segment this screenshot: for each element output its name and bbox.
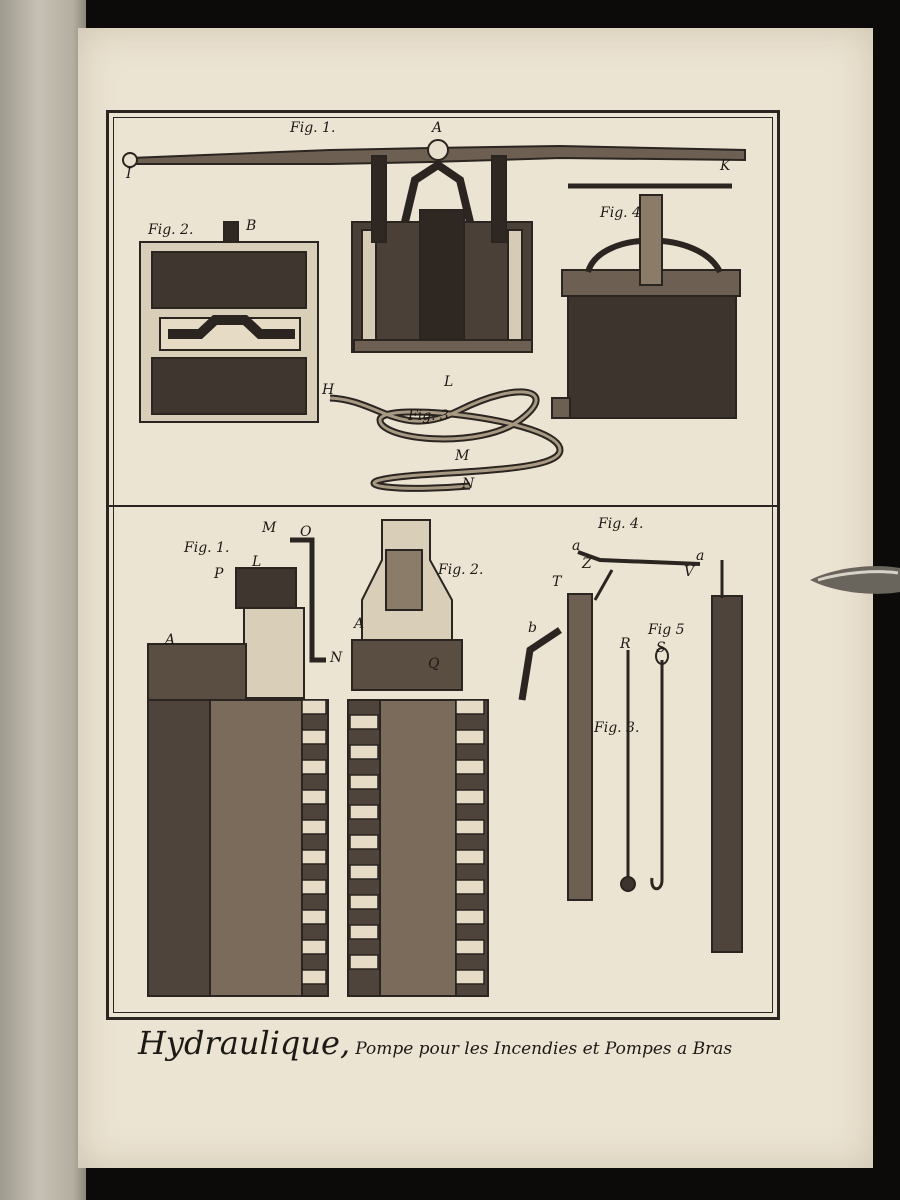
top-letter-h: H bbox=[322, 382, 335, 398]
top-letter-i: I bbox=[126, 166, 132, 182]
bottom-letter-m: M bbox=[262, 520, 277, 536]
bottom-letter-n: N bbox=[330, 650, 343, 666]
bottom-letter-r: R bbox=[620, 636, 631, 652]
bottom-fig1-label: Fig. 1. bbox=[184, 540, 230, 556]
bottom-letter-t: T bbox=[552, 574, 562, 590]
top-fig1-label: Fig. 1. bbox=[290, 120, 336, 136]
top-fig3-label: Fig. 3 bbox=[408, 408, 449, 424]
bottom-letter-z: Z bbox=[582, 556, 592, 572]
bottom-letter-a4: a bbox=[696, 548, 705, 564]
bottom-letter-s: S bbox=[656, 640, 666, 656]
bottom-fig5-label: Fig 5 bbox=[648, 622, 685, 638]
plate-caption bbox=[138, 1024, 818, 1062]
bottom-letter-o: O bbox=[300, 524, 312, 540]
bottom-fig3-label: Fig. 3. bbox=[594, 720, 640, 736]
top-letter-k: K bbox=[720, 158, 731, 174]
caption-main: Hydraulique, bbox=[138, 1024, 351, 1062]
top-letter-m: M bbox=[455, 448, 470, 464]
page-pointer-icon bbox=[808, 562, 900, 598]
top-letter-l: L bbox=[444, 374, 454, 390]
bottom-letter-v: V bbox=[684, 564, 695, 580]
bottom-letter-b: b bbox=[528, 620, 537, 636]
bottom-letter-p: P bbox=[214, 566, 224, 582]
bottom-letter-q: Q bbox=[428, 656, 440, 672]
top-fig2-label: Fig. 2. bbox=[148, 222, 194, 238]
bottom-letter-l: L bbox=[252, 554, 262, 570]
bottom-letter-a1: A bbox=[165, 632, 176, 648]
bottom-letter-a3: a bbox=[572, 538, 581, 554]
bottom-fig2-label: Fig. 2. bbox=[438, 562, 484, 578]
top-letter-n: N bbox=[462, 476, 475, 492]
top-letter-a: A bbox=[432, 120, 443, 136]
top-fig4-label: Fig. 4 bbox=[600, 205, 641, 221]
bottom-letter-a2: A bbox=[354, 616, 365, 632]
caption-rest: Pompe pour les Incendies et Pompes a Bras bbox=[355, 1039, 733, 1059]
top-letter-b: B bbox=[246, 218, 257, 234]
bottom-fig4-label: Fig. 4. bbox=[598, 516, 644, 532]
